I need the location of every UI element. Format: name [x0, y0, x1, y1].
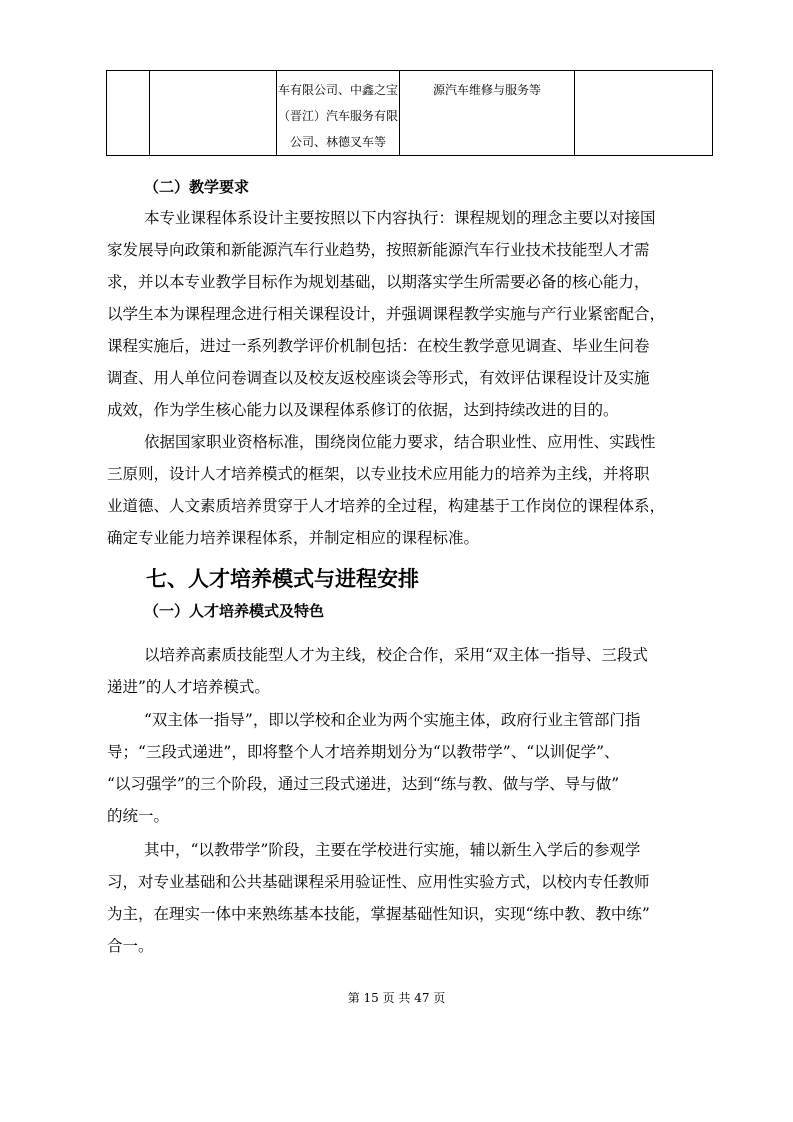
page-footer: 第 15 页 共 47 页: [347, 991, 446, 1005]
table-cell-empty-5: [575, 71, 713, 156]
section-heading-mode: （一）人才培养模式及特色: [144, 602, 325, 620]
paragraph-line: 本专业课程体系设计主要按照以下内容执行：课程规划的理念主要以对接国: [144, 209, 656, 227]
cell-line: 源汽车维修与服务等: [432, 83, 541, 97]
paragraph-line: 求，并以本专业教学目标作为规划基础，以期落实学生所需要必备的核心能力，: [107, 273, 650, 291]
table-cell-empty-2: [150, 71, 277, 156]
paragraph-line: 合一。: [107, 937, 154, 955]
section-heading-teaching: （二）教学要求: [144, 178, 250, 196]
paragraph-line: 业道德、人文素质培养贯穿于人才培养的全过程，构建基于工作岗位的课程体系，: [107, 497, 666, 515]
paragraph-line: 三原则，设计人才培养模式的框架，以专业技术应用能力的培养为主线，并将职: [107, 465, 650, 483]
table-cell-services: [400, 71, 575, 156]
paragraph-line: 导；“三段式递进”，即将整个人才培养期划分为“以教带学”、“以训促学”、: [107, 743, 620, 761]
paragraph-line: 为主，在理实一体中来熟练基本技能，掌握基础性知识，实现“练中教、教中练”: [107, 905, 650, 923]
cell-line: （晋江）汽车服务有限: [277, 109, 398, 123]
table-cell-companies: [277, 71, 400, 156]
cell-line: 车有限公司、中鑫之宝: [277, 83, 398, 97]
paragraph-line: 以学生本为课程理念进行相关课程设计，并强调课程教学实施与产行业紧密配合，: [107, 305, 666, 323]
paragraph-line: “双主体一指导”，即以学校和企业为两个实施主体，政府行业主管部门指: [144, 711, 641, 729]
chapter-heading: 七、人才培养模式与进程安排: [146, 567, 419, 591]
paragraph-line: 其中，“以教带学”阶段，主要在学校进行实施，辅以新生入学后的参观学: [144, 841, 641, 859]
paragraph-line: 课程实施后，进过一系列教学评价机制包括：在校生教学意见调查、毕业生问卷: [107, 337, 650, 355]
paragraph-line: 的统一。: [107, 807, 170, 825]
paragraph-line: 家发展导向政策和新能源汽车行业趋势，按照新能源汽车行业技术技能型人才需: [107, 241, 650, 259]
continued-table: [106, 70, 713, 156]
cell-line: 公司、林德叉车等: [289, 135, 386, 149]
paragraph-line: 递进”的人才培养模式。: [107, 678, 270, 696]
table-cell-empty-1: [107, 71, 150, 156]
paragraph-line: “以习强学”的三个阶段，通过三段式递进，达到“练与教、做与学、导与做”: [107, 775, 620, 793]
paragraph-line: 以培养高素质技能型人才为主线，校企合作，采用“双主体一指导、三段式: [144, 646, 648, 664]
paragraph-line: 习，对专业基础和公共基础课程采用验证性、应用性实验方式，以校内专任教师: [107, 873, 650, 891]
paragraph-line: 调查、用人单位问卷调查以及校友返校座谈会等形式，有效评估课程设计及实施: [107, 369, 650, 387]
paragraph-line: 依据国家职业资格标准，围绕岗位能力要求，结合职业性、应用性、实践性: [144, 433, 656, 451]
paragraph-line: 成效，作为学生核心能力以及课程体系修订的依据，达到持续改进的目的。: [107, 401, 619, 419]
paragraph-line: 确定专业能力培养课程体系，并制定相应的课程标准。: [107, 529, 480, 547]
table-row: [107, 71, 713, 156]
